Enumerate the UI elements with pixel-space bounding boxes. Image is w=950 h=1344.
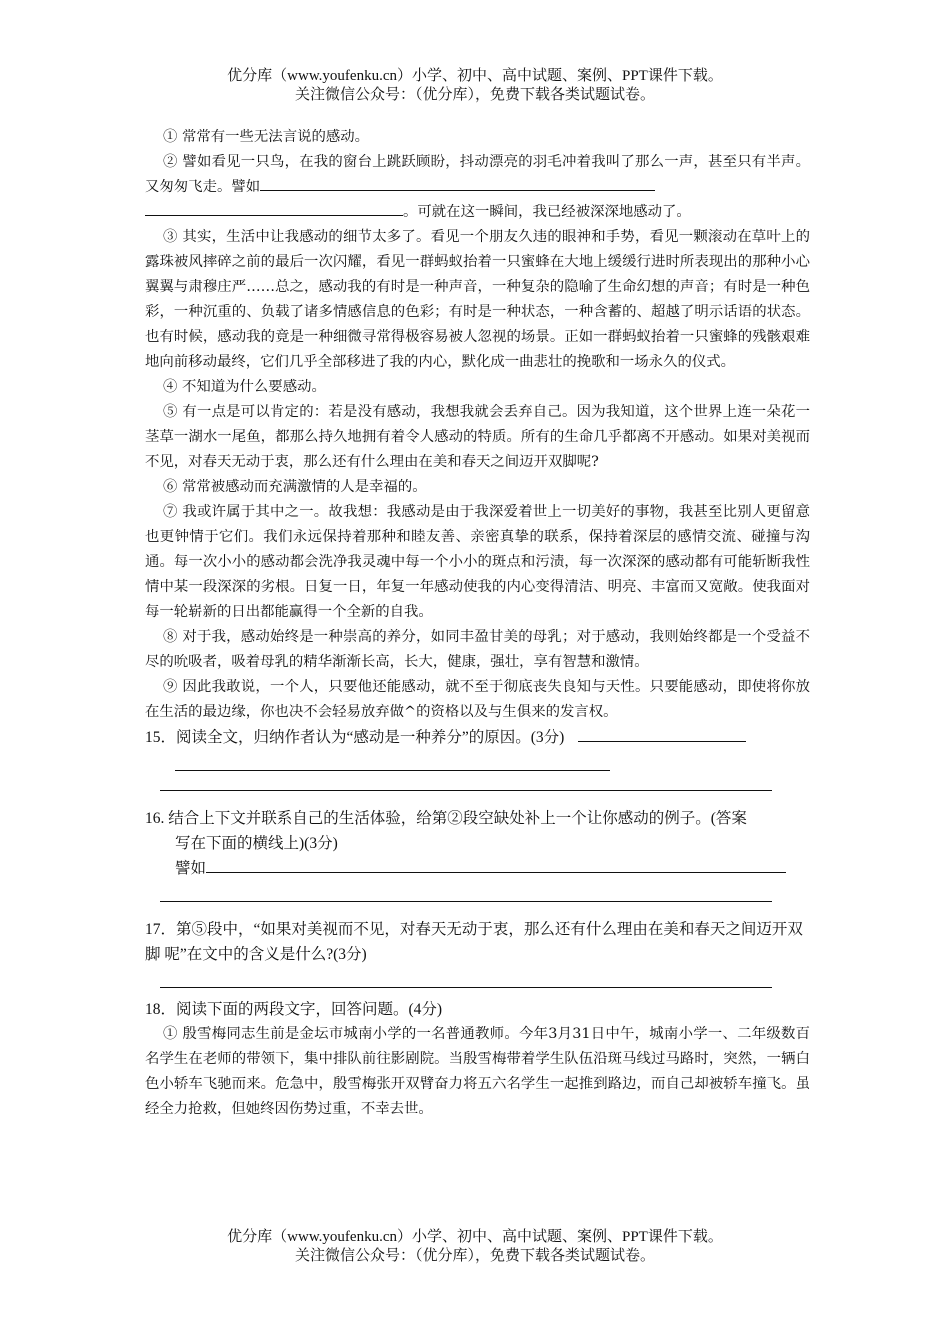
answer-line-15a[interactable] [578,726,746,742]
question-16-prompt-text: 譬如 [175,860,207,877]
header-line-1: 优分库（www.youfenku.cn）小学、初中、高中试题、案例、PPT课件下载。 [227,68,723,84]
question-16: 16. 结合上下文并联系自己的生活体验，给第②段空缺处补上一个让你感动的例子。(答案 [145,810,747,827]
paragraph-9: ⑨ 因此我敢说，一个人，只要他还能感动，就不至于彻底丧失良知与天性。只要能感动，即使将你放在生活的最边缘，你也决不会轻易放弃做^的资格以及与生俱来的发言权。 [145,679,810,720]
answer-line-15c-wrap [145,770,810,794]
paragraph-7: ⑦ 我或许属于其中之一。故我想：我感动是由于我深爱着世上一切美好的事物，我甚至比别人更留意也更钟情于它们。我们永远保持着那种和睦友善、亲密真挚的联系，保持着深层的感情交流、碰撞与沟通。每一次小小的感动都会洗净我灵魂中每一个小小的斑点和污渍，每一次深深的感动都有可能斩断我性情中某一段深深的劣根。日复一日，年复一年感动使我的内心变得清洁、明亮、丰富而又宽敞。使我面对每一轮崭新的日出都能赢得一个全新的自我。 [145,504,810,620]
paragraph-2 [145,150,810,225]
paragraph-4: ④ 不知道为什么要感动。 [163,379,326,395]
question-18-paragraph-1: ① 殷雪梅同志生前是金坛市城南小学的一名普通教师。今年3月31日中午，城南小学一、二年级数百名学生在老师的带领下，集中排队前往影剧院。当殷雪梅带着学生队伍沿斑马线过马路时，突然，一辆白色小轿车飞驰而来。危急中，殷雪梅张开双臂奋力将五六名学生一起推到路边，而自己却被轿车撞飞。虽经全力抢救，但她终因伤势过重，不幸去世。 [145,1026,810,1117]
answer-line-15b[interactable] [175,750,610,771]
answer-line-17-wrap [145,967,810,991]
answer-line-16b-wrap [145,881,810,905]
paragraph-1: ① 常常有一些无法言说的感动。 [163,129,370,145]
page-footer [0,1228,950,1266]
answer-line-16a[interactable] [206,857,786,873]
question-15 [145,725,810,750]
question-18: 18．阅读下面的两段文字，回答问题。(4分) [145,1001,443,1018]
question-16-prompt [145,856,810,881]
paragraph-5: ⑤ 有一点是可以肯定的：若是没有感动，我想我就会丢弃自己。因为我知道，这个世界上连一朵花一茎草一湖水一尾鱼，都那么持久地拥有着令人感动的特质。所有的生命几乎都离不开感动。如果对美视而不见，对春天无动于衷，那么还有什么理由在美和春天之间迈开双脚呢? [145,404,810,470]
spacer [145,794,810,806]
fill-blank-line[interactable] [260,175,655,191]
answer-line-16b[interactable] [160,881,772,902]
paragraph-2-tail: 。可就在这一瞬间，我已经被深深地感动了。 [403,204,691,220]
document-body [145,125,810,1122]
paragraph-3: ③ 其实，生活中让我感动的细节太多了。看见一个朋友久违的眼神和手势，看见一颗滚动在草叶上的露珠被风摔碎之前的最后一次闪耀，看见一群蚂蚁抬着一只蜜蜂在大地上缓缓行进时所表现出的那种小心翼翼与肃穆庄严……总之，感动我的有时是一种声音，一种复杂的隐喻了生命幻想的声音；有时是一种色彩，一种沉重的、负载了诸多情感信息的色彩；有时是一种状态，一种含蓄的、超越了明示话语的状态。也有时候，感动我的竟是一种细微寻常得极容易被人忽视的场景。正如一群蚂蚁抬着一只蜜蜂的残骸艰难地向前移动最终，它们几乎全部移进了我的内心，默化成一曲悲壮的挽歌和一场永久的仪式。 [145,229,810,370]
answer-line-17[interactable] [160,967,772,988]
footer-line-2: 关注微信公众号：（优分库），免费下载各类试题试卷。 [294,1248,655,1264]
spacer-2 [145,905,810,917]
question-16-cont: 写在下面的横线上)(3分) [175,835,338,852]
answer-line-15b-wrap [145,750,810,770]
answer-line-15c[interactable] [160,770,772,791]
fill-blank-line-2[interactable] [145,200,403,216]
question-15-text: 15．阅读全文，归纳作者认为“感动是一种养分”的原因。(3分) [145,729,565,746]
paragraph-2-text: ② 譬如看见一只鸟，在我的窗台上跳跃顾盼，抖动漂亮的羽毛冲着我叫了那么一声，甚至只有半声。又匆匆飞走。譬如 [145,154,810,195]
paragraph-6: ⑥ 常常被感动而充满激情的人是幸福的。 [163,479,427,495]
footer-line-1: 优分库（www.youfenku.cn）小学、初中、高中试题、案例、PPT课件下载。 [227,1229,723,1245]
page-header [0,67,950,105]
question-17: 17．第⑤段中，“如果对美视而不见，对春天无动于衷，那么还有什么理由在美和春天之间迈开双脚 呢”在文中的含义是什么?(3分) [145,921,803,963]
paragraph-8: ⑧ 对于我，感动始终是一种崇高的养分，如同丰盈甘美的母乳；对于感动，我则始终都是一个受益不尽的吮吸者，吸着母乳的精华渐渐长高，长大，健康，强壮，享有智慧和激情。 [145,629,810,670]
header-line-2: 关注微信公众号：（优分库），免费下载各类试题试卷。 [294,87,655,103]
